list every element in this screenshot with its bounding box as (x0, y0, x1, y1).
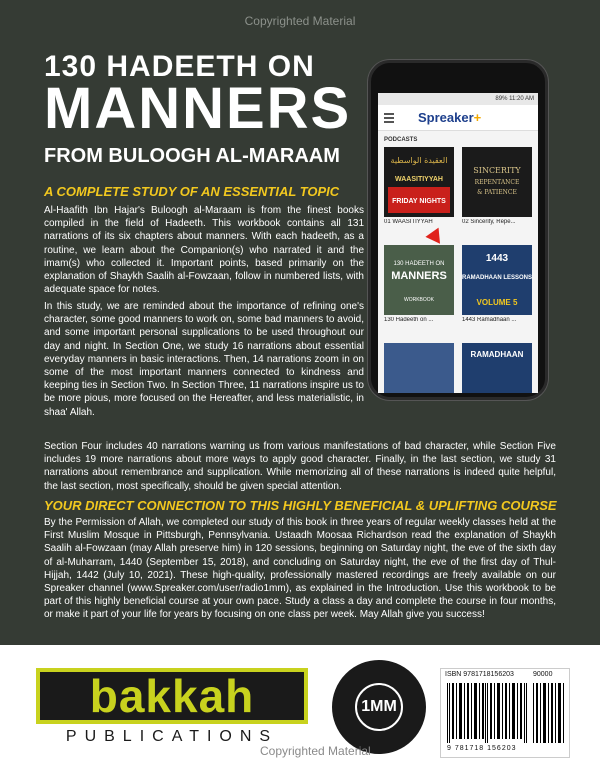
section-heading-1: A COMPLETE STUDY OF AN ESSENTIAL TOPIC (44, 184, 340, 199)
publisher-subtitle: PUBLICATIONS (65, 728, 279, 745)
isbn-barcode (440, 668, 570, 758)
tile-2-line-2: REPENTANCE (474, 179, 520, 186)
tile-2-line-3: & PATIENCE (477, 189, 517, 196)
price-barcode-icon (533, 683, 565, 743)
podcast-tile-ramadhaan[interactable] (462, 245, 532, 315)
tile-3-line-1: 130 HADEETH ON (393, 261, 445, 267)
paragraph-3: Section Four includes 40 narrations warning us from various manifestations of bad character, while Section Five includes 19 more narrations about more ways to apply good character. Finally, in the last section, we study 31 narrations about remembrance and supplication. While memorizing all of these narrations is indeed quite helpful, the last section, most specifically, should be given special attention. (44, 441, 556, 492)
publisher-logo (36, 668, 308, 748)
podcasts-label: PODCASTS (384, 137, 418, 143)
tile-1-line-3: FRIDAY NIGHTS (392, 198, 446, 205)
title-line-2: MANNERS (44, 76, 352, 141)
app-bar (378, 105, 538, 131)
tile-4-line-2: RAMADHAAN LESSONS (462, 275, 532, 281)
barcode-number: 9 781718 156203 (447, 745, 517, 752)
spreaker-logo: Spreaker+ (418, 110, 482, 125)
tile-3-line-2: MANNERS (391, 270, 447, 282)
podcast-tile-ramadhaan-2[interactable] (462, 343, 532, 393)
barcode-icon (447, 683, 527, 743)
phone-screen (378, 93, 538, 393)
phone-mockup (368, 60, 548, 400)
podcast-tile-waasitiyyah[interactable] (384, 147, 454, 217)
title-line-3: FROM BULOOGH AL-MARAAM (44, 145, 340, 167)
tile-2-line-1: SINCERITY (473, 166, 521, 175)
tile-6-line-1: RAMADHAAN (470, 350, 524, 359)
status-bar: 89% 11:20 AM (378, 93, 538, 105)
tile-1-line-2: WAASITIYYAH (395, 176, 443, 183)
podcast-tile-5[interactable] (384, 343, 454, 393)
tile-3-caption: 130 Hadeeth on ... (384, 317, 434, 323)
publisher-name: bakkah (36, 668, 308, 724)
seal-text: 1MM (355, 683, 403, 731)
section-heading-2: YOUR DIRECT CONNECTION TO THIS HIGHLY BENEFICIAL & UPLIFTING COURSE (44, 498, 557, 513)
tile-3-line-3: WORKBOOK (403, 297, 435, 303)
mosque-seal (332, 660, 426, 754)
price-code: 90000 (533, 671, 553, 678)
tile-4-line-3: VOLUME 5 (476, 298, 518, 307)
tile-1-line-1: العقيدة الواسطية (390, 156, 448, 165)
watermark-bottom: Copyrighted Material (260, 744, 371, 758)
paragraph-4: By the Permission of Allah, we completed our study of this book in three years of regular weekly classes held at the First Muslim Mosque in Pittsburgh, Pennsylvania. Ustaadh Moosaa Richardson read the explanation of Shaykh Saalih al-Fowzaan (may Allah preserve him) in 120 sessions, beginning on Saturday night, the eve of the sixth day of al-Muharram, 1440 (September 15, 2018), and concluding on Saturday night, the eve of the first day of Thul-Hijjah, 1442 (July 10, 2021). These high-quality, professionally mastered recordings are freely available on our Spreaker channel (www.Spreaker.com/user/radio1mm), as explained in the Introduction. Use this workbook to be part of this highly beneficial course at your own pace. Study a class a day and complete the course in four months, or make it part of your life for years by focusing on one class per week. May Allah give you success! (44, 517, 556, 621)
paragraph-2: In this study, we are reminded about the importance of refining one's character, some good manners to work on, some bad manners to avoid, and some important personal supplications to be used throughout our day and night. In Section One, we study 16 narrations about essential everyday manners in basic interactions. Then, 14 narrations zoom in on some of the most important manners connected to kindness and keeping ties in Section Two. In Section Three, 11 narrations inspire us to be more pious, more focused on the Hereafter, and less materialistic, in shaa' Allah. (44, 301, 364, 418)
tile-4-line-1: 1443 (485, 253, 509, 264)
paragraph-1: Al-Haafith Ibn Hajar's Buloogh al-Maraam is from the finest books compiled in the field of Hadeeth. This workbook contains all 131 narrations of its six chapters about manners. With each hadeeth, as a routine, we learn about the Companion(s) who narrated it and the imam(s) who collected it. Important points, based primarily on the explanation of Shaykh Saalih al-Fowzaan, follow in numbered lists, with adequate space for notes. (44, 205, 364, 296)
tile-2-caption: 02 Sincerity, Repe... (462, 219, 516, 225)
podcast-tile-sincerity[interactable] (462, 147, 532, 217)
menu-icon[interactable] (384, 113, 394, 123)
tile-4-caption: 1443 Ramadhaan ... (462, 317, 517, 323)
tile-1-caption: 01 WAASITIYYAH (384, 219, 433, 225)
watermark-top: Copyrighted Material (244, 14, 356, 28)
podcast-tile-manners[interactable] (384, 245, 454, 315)
isbn-text: ISBN 9781718156203 (445, 671, 514, 678)
title-line-1: 130 HADEETH ON (44, 50, 315, 83)
